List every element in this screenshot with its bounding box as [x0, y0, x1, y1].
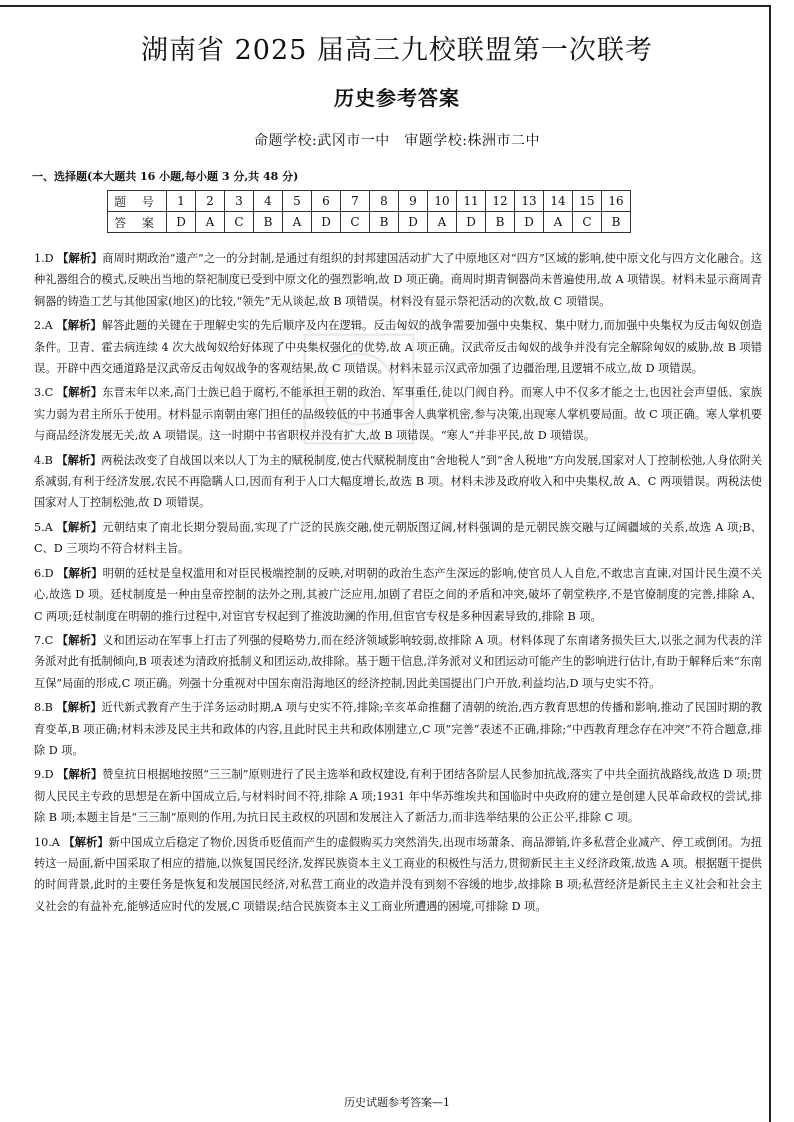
analysis-tag: 【解析】 [56, 318, 102, 333]
answer-text: 明朝的廷杖是皇权滥用和对臣民极端控制的反映,对明朝的政治生态产生深远的影响,使官员人人自危,不敢忠言直谏,对国计民生漠不关心,故选 D 项。廷杖制度是一种由皇帝控制的法外之刑,其被广泛应用,加剧了君臣之间的矛盾和冲突,破坏了朝堂秩序,不是官僚制度的完善,排除 A、C 两项;廷杖制度在明朝的推行过程中,对宦官专权起到了推波助澜的作用,但宦官专权是多种因素导致的,排除 B 项。 [34, 566, 762, 623]
answer-cell: C [573, 212, 602, 233]
page-border-right [769, 5, 771, 1122]
row-label-answer: 答 案 [108, 212, 167, 233]
answer-item-8 [34, 697, 762, 761]
answer-cell: A [428, 212, 457, 233]
question-number: 13 [515, 191, 544, 212]
answer-number: 10.A [34, 835, 60, 849]
answer-item-7 [34, 630, 762, 694]
answer-cell: B [370, 212, 399, 233]
answer-text: 东晋末年以来,高门士族已趋于腐朽,不能承担王朝的政治、军事重任,徒以门阀自矜。而寒人中不仅多才能之士,也因社会声望低、家族实力弱为君主所乐于使用。材料显示南朝由寒门担任的品级较低的中书通事舍人典掌机密,参与决策,出现寒人掌机要局面。故 C 项正确。寒人掌机要与商品经济发展无关,故 A 项错误。这一时期中书省职权并没有扩大,故 B 项错误。“寒人”并非平民,故 D 项错误。 [34, 386, 762, 443]
subject-title: 历史参考答案 [334, 86, 460, 110]
question-number: 10 [428, 191, 457, 212]
question-number: 2 [196, 191, 225, 212]
page-border-top [0, 5, 771, 7]
question-number: 12 [486, 191, 515, 212]
section-heading: 一、选择题(本大题共 16 小题,每小题 3 分,共 48 分) [32, 170, 299, 183]
answer-text: 元朝结束了南北长期分裂局面,实现了广泛的民族交融,使元朝版图辽阔,材料强调的是元朝民族交融与辽阔疆域的关系,故选 A 项;B、C、D 三项均不符合材料主旨。 [34, 520, 762, 556]
question-number: 15 [573, 191, 602, 212]
answer-number: 3.C [34, 386, 54, 400]
question-number: 11 [457, 191, 486, 212]
answer-item-4 [34, 450, 762, 514]
answer-item-6 [34, 563, 762, 627]
answer-text: 两税法改变了自战国以来以人丁为主的赋税制度,使古代赋税制度由“舍地税人”到“舍人税地”方向发展,国家对人丁控制松弛,人身依附关系减弱,有利于经济发展,农民不再隐瞒人口,因而有利于人口大幅度增长,故选 B 项。材料未涉及政府收入和中央集权,故 A、C 两项错误。两税法使国家对人丁控制松弛,故 D 项错误。 [34, 453, 762, 510]
answer-cell: C [225, 212, 254, 233]
answer-explanations [34, 248, 762, 920]
answer-item-2 [34, 315, 762, 379]
answer-text: 近代新式教育产生于洋务运动时期,A 项与史实不符,排除;辛亥革命推翻了清朝的统治,西方教育思想的传播和影响,推动了民国时期的教育变革,B 项正确;材料未涉及民主共和政体的内容,且此时民主共和政体刚建立,C 项“完善”表述不正确,排除;“中西教育理念存在冲突”不符合题意,排除 D 项。 [34, 701, 762, 757]
question-number-row [108, 191, 631, 212]
answer-number: 9.D [34, 768, 54, 782]
answer-cell: D [457, 212, 486, 233]
answer-text: 商周时期政治“遗产”之一的分封制,是通过有组织的封邦建国活动扩大了中原地区对“四方”区域的影响,使中原文化与四方文化融合。这种礼器组合的模式,反映出当地的祭祀制度已受到中原文化的强烈影响,故 D 项正确。商周时期青铜器尚未普遍使用,故 A 项错误。材料未显示商周青铜器的铸造工艺与其他国家(地区)的比较,“领先”无从谈起,故 B 项错误。材料没有显示祭祀活动的次数,故 C 项错误。 [34, 252, 762, 308]
analysis-tag: 【解析】 [57, 565, 103, 580]
question-number: 14 [544, 191, 573, 212]
answer-cell: D [167, 212, 196, 233]
page-footer: 历史试题参考答案—1 [344, 1096, 450, 1109]
answer-item-1 [34, 248, 762, 312]
analysis-tag: 【解析】 [56, 452, 102, 467]
answer-cell: D [399, 212, 428, 233]
answer-table [107, 190, 631, 233]
question-number: 8 [370, 191, 399, 212]
answer-item-10 [34, 832, 762, 918]
answer-cell: A [283, 212, 312, 233]
analysis-tag: 【解析】 [56, 700, 102, 715]
answer-number: 8.B [34, 701, 53, 715]
analysis-tag: 【解析】 [56, 519, 103, 534]
answer-item-5 [34, 517, 762, 560]
page-title: 湖南省 2025 届高三九校联盟第一次联考 [141, 35, 653, 66]
answer-text: 新中国成立后稳定了物价,因货币贬值而产生的虚假购买力突然消失,出现市场萧条、商品滞销,许多私营企业减产、停工或倒闭。为扭转这一局面,新中国采取了相应的措施,以恢复国民经济,发挥民族资本主义工商业的积极性与活力,贯彻新民主主义经济政策,故选 A 项。根据题干提供的时间背景,此时的主要任务是恢复和发展国民经济,对私营工商业的改造并没有到刻不容缓的地步,故排除 B 项;私营经济是新民主主义社会和社会主义社会的有益补充,能够适应时代的发展,C 项错误;结合民族资本主义工商业所遭遇的困境,可排除 D 项。 [34, 835, 762, 913]
answer-cell: A [196, 212, 225, 233]
analysis-tag: 【解析】 [56, 632, 103, 647]
question-number: 6 [312, 191, 341, 212]
answer-cell: D [312, 212, 341, 233]
question-number: 7 [341, 191, 370, 212]
answer-cell: C [341, 212, 370, 233]
analysis-tag: 【解析】 [57, 767, 103, 782]
answer-number: 5.A [34, 520, 53, 534]
answer-cell: B [602, 212, 631, 233]
analysis-tag: 【解析】 [56, 385, 103, 400]
answer-number: 1.D [34, 252, 54, 265]
answer-number: 4.B [34, 453, 53, 467]
answer-text: 赞皇抗日根据地按照“三三制”原则进行了民主选举和政权建设,有利于团结各阶层人民参加抗战,落实了中共全面抗战路线,故选 D 项;贯彻人民民主专政的思想是在新中国成立后,与材料时间不符,排除 A 项;1931 年中华苏维埃共和国临时中央政府的建立是创建人民革命政权的尝试,排除 B 项;本题主旨是“三三制”原则的作用,为抗日民主政权的巩固和发展注入了新活力,而非选举结果的公正公平,排除 C 项。 [34, 768, 762, 825]
question-number: 4 [254, 191, 283, 212]
answer-number: 6.D [34, 566, 54, 580]
question-number: 3 [225, 191, 254, 212]
row-label-question: 题 号 [108, 191, 167, 212]
question-number: 16 [602, 191, 631, 212]
answer-row [108, 212, 631, 233]
answer-cell: D [515, 212, 544, 233]
analysis-tag: 【解析】 [63, 834, 109, 849]
answer-item-9 [34, 764, 762, 828]
authors-line: 命题学校:武冈市一中 审题学校:株洲市二中 [254, 133, 540, 149]
answer-cell: B [486, 212, 515, 233]
answer-text: 义和团运动在军事上打击了列强的侵略势力,而在经济领域影响较弱,故排除 A 项。材料体现了东南诸务损失巨大,以张之洞为代表的洋务派对此有抵制倾向,B 项表述为清政府抵制义和团运动,故排除。基于题干信息,洋务派对义和团运动可能产生的影响进行估计,有助于解释后来“东南互保”局面的形成,C 项正确。列强十分重视对中国东南沿海地区的经济控制,因此美国提出门户开放,利益均沾,D 项与史实不符。 [34, 633, 762, 690]
answer-item-3 [34, 382, 762, 446]
answer-number: 2.A [34, 319, 53, 333]
answer-cell: B [254, 212, 283, 233]
analysis-tag: 【解析】 [57, 251, 103, 265]
question-number: 1 [167, 191, 196, 212]
answer-cell: A [544, 212, 573, 233]
answer-text: 解答此题的关键在于理解史实的先后顺序及内在逻辑。反击匈奴的战争需要加强中央集权、集中财力,而加强中央集权为反击匈奴创造条件。卫青、霍去病连续 4 次大战匈奴给好体现了中央集权强化的优势,故 A 项正确。汉武帝反击匈奴的战争并没有完全解除匈奴的威胁,故 B 项错误。开辟中西交通道路是汉武帝反击匈奴战争的客观结果,故 C 项错误。材料未显示汉武帝加强了边疆治理,且逻辑不成立,故 D 项错误。 [34, 319, 762, 376]
question-number: 9 [399, 191, 428, 212]
answer-number: 7.C [34, 633, 54, 647]
question-number: 5 [283, 191, 312, 212]
